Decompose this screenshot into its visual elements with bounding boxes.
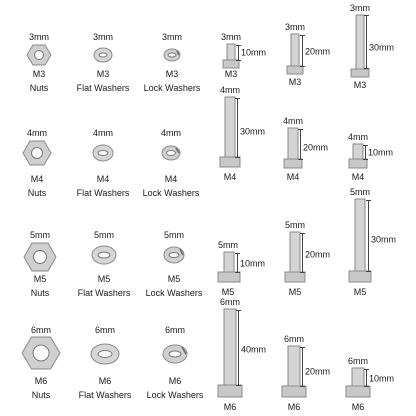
lock-washer-type-label: Lock Washers (142, 188, 200, 198)
lock-washer-thread-label: M3 (165, 69, 179, 79)
nut-thread-label: M4 (30, 174, 44, 184)
bolt-diameter-label: 6mm (348, 356, 368, 366)
flat-washer-type-label: Flat Washers (76, 83, 130, 93)
lock-washer-size-label: 6mm (165, 325, 185, 335)
lock-washer-image (164, 49, 180, 61)
flat-washer-type-label: Flat Washers (78, 390, 132, 400)
flat-washer-thread-label: M3 (96, 69, 110, 79)
length-dimension-line (237, 253, 238, 273)
hex-nut-image (27, 45, 51, 65)
bolt-length-label: 20mm (303, 142, 329, 153)
bolt-thread-label: M6 (223, 402, 237, 412)
nut-thread-label: M3 (32, 69, 46, 79)
bolt-diameter-label: 5mm (218, 240, 238, 250)
lock-washer-type-label: Lock Washers (146, 390, 204, 400)
flat-washer-thread-label: M4 (96, 174, 110, 184)
flat-washer-image (94, 48, 112, 62)
bolt-length-label: 10mm (368, 147, 394, 158)
length-dimension-line (366, 15, 367, 69)
flat-washer-type-label: Flat Washers (77, 288, 131, 298)
bolt-length-label: 10mm (369, 373, 395, 384)
bolt-diameter-label: 5mm (350, 187, 370, 197)
bolt-thread-label: M3 (353, 80, 367, 90)
bolt-diameter-label: 3mm (221, 32, 241, 42)
bolt-length-label: 20mm (305, 366, 331, 377)
flat-washer-size-label: 4mm (93, 128, 113, 138)
length-dimension-line (365, 145, 366, 160)
length-dimension-line (238, 45, 239, 61)
hex-nut-image (22, 337, 60, 369)
length-dimension-line (238, 310, 239, 386)
bolt-thread-label: M4 (223, 172, 237, 182)
flat-washer-image (91, 344, 119, 364)
lock-washer-thread-label: M4 (164, 174, 178, 184)
hex-bolt-image (223, 44, 239, 68)
bolt-diameter-label: 3mm (350, 3, 370, 13)
length-dimension-line (302, 35, 303, 67)
nut-thread-label: M5 (33, 274, 47, 284)
lock-washer-size-label: 4mm (161, 128, 181, 138)
nut-size-label: 3mm (29, 32, 49, 42)
bolt-thread-label: M5 (288, 287, 302, 297)
bolt-thread-label: M4 (286, 172, 300, 182)
bolt-thread-label: M3 (288, 77, 302, 87)
bolt-thread-label: M3 (224, 69, 238, 79)
lock-washer-thread-label: M5 (167, 274, 181, 284)
lock-washer-image (163, 345, 187, 363)
nut-type-label: Nuts (27, 188, 47, 198)
bolt-diameter-label: 4mm (348, 132, 368, 142)
bolt-length-label: 30mm (369, 42, 395, 53)
bolt-thread-label: M4 (351, 172, 365, 182)
length-dimension-line (302, 233, 303, 273)
bolt-length-label: 10mm (240, 258, 266, 269)
bolt-diameter-label: 6mm (220, 297, 240, 307)
hex-nut-image (24, 243, 56, 271)
bolt-thread-label: M6 (351, 402, 365, 412)
length-dimension-line (366, 369, 367, 387)
length-dimension-line (302, 347, 303, 387)
hex-bolt-image (287, 34, 303, 74)
nut-size-label: 4mm (27, 128, 47, 138)
bolt-diameter-label: 4mm (283, 116, 303, 126)
lock-washer-type-label: Lock Washers (143, 83, 201, 93)
bolt-length-label: 10mm (241, 47, 267, 58)
flat-washer-size-label: 6mm (95, 325, 115, 335)
bolt-diameter-label: 3mm (285, 22, 305, 32)
nut-thread-label: M6 (34, 376, 48, 386)
lock-washer-size-label: 5mm (164, 230, 184, 240)
bolt-thread-label: M6 (287, 402, 301, 412)
bolt-thread-label: M5 (353, 287, 367, 297)
nut-type-label: Nuts (29, 83, 49, 93)
hex-nut-image (23, 141, 51, 165)
lock-washer-type-label: Lock Washers (145, 288, 203, 298)
nut-size-label: 6mm (31, 325, 51, 335)
bolt-thread-label: M5 (221, 287, 235, 297)
flat-washer-type-label: Flat Washers (76, 188, 130, 198)
flat-washer-size-label: 5mm (94, 230, 114, 240)
length-dimension-line (300, 129, 301, 160)
lock-washer-thread-label: M6 (168, 376, 182, 386)
bolt-diameter-label: 6mm (284, 334, 304, 344)
nut-type-label: Nuts (30, 288, 50, 298)
flat-washer-image (93, 145, 113, 161)
length-dimension-line (237, 98, 238, 158)
length-dimension-line (368, 200, 369, 272)
bolt-length-label: 40mm (241, 344, 267, 355)
bolt-length-label: 30mm (371, 234, 397, 245)
flat-washer-image (92, 246, 116, 264)
bolt-length-label: 30mm (240, 126, 266, 137)
flat-washer-thread-label: M6 (98, 376, 112, 386)
nut-type-label: Nuts (31, 390, 51, 400)
bolt-length-label: 20mm (305, 249, 331, 260)
bolt-diameter-label: 5mm (285, 220, 305, 230)
bolt-diameter-label: 4mm (220, 85, 240, 95)
bolt-length-label: 20mm (305, 46, 331, 57)
flat-washer-size-label: 3mm (93, 32, 113, 42)
lock-washer-image (162, 146, 180, 160)
lock-washer-image (164, 247, 184, 263)
nut-size-label: 5mm (30, 230, 50, 240)
flat-washer-thread-label: M5 (97, 274, 111, 284)
lock-washer-size-label: 3mm (162, 32, 182, 42)
